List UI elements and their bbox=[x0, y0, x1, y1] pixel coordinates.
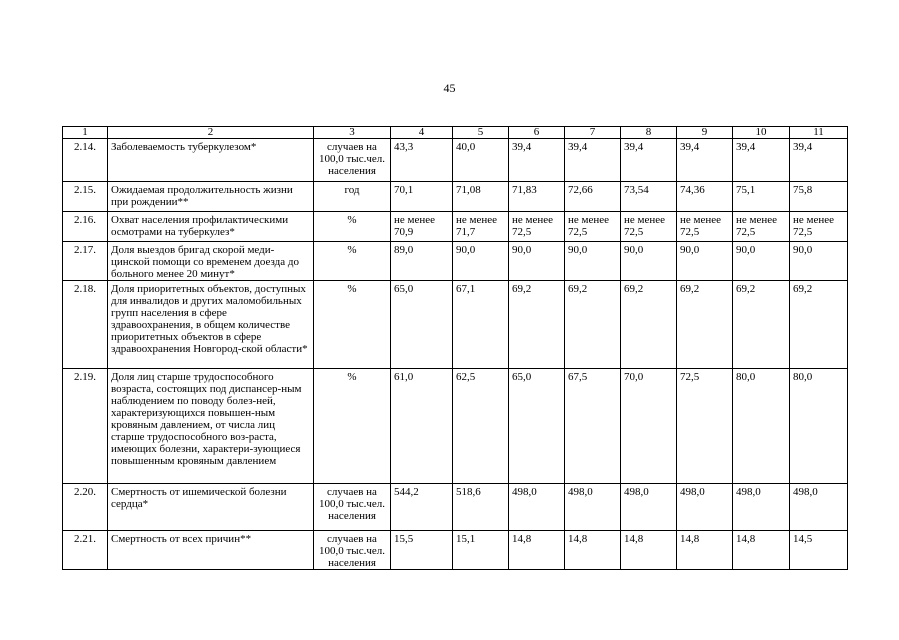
row-number: 2.18. bbox=[63, 281, 108, 369]
header-cell: 3 bbox=[314, 127, 391, 139]
value-cell: 69,2 bbox=[509, 281, 565, 369]
indicator-name: Доля лиц старше трудоспособного возраста, состоящих под диспансер-ным наблюдением по поводу болез-ней, характеризующихся повышен-ным кровяным давлением, от числа лиц старше трудоспособного воз-раста, имеющих болезни, характери-зующиеся повышенным кровяным давлением bbox=[108, 369, 314, 484]
value-cell: 90,0 bbox=[733, 242, 790, 281]
value-cell: 65,0 bbox=[391, 281, 453, 369]
value-cell: 498,0 bbox=[509, 484, 565, 531]
value-cell: 518,6 bbox=[453, 484, 509, 531]
value-cell: 61,0 bbox=[391, 369, 453, 484]
indicators-table bbox=[62, 126, 848, 570]
value-cell: 498,0 bbox=[790, 484, 848, 531]
value-cell: 14,5 bbox=[790, 531, 848, 570]
value-cell: 40,0 bbox=[453, 139, 509, 182]
value-cell: 69,2 bbox=[565, 281, 621, 369]
value-cell: не менее 70,9 bbox=[391, 212, 453, 242]
indicator-name: Доля выездов бригад скорой меди-цинской помощи со временем доезда до больного менее 20 минут* bbox=[108, 242, 314, 281]
value-cell: не менее 71,7 bbox=[453, 212, 509, 242]
value-cell: 90,0 bbox=[453, 242, 509, 281]
unit-cell: % bbox=[314, 242, 391, 281]
table-row bbox=[63, 281, 848, 369]
value-cell: 15,5 bbox=[391, 531, 453, 570]
value-cell: 90,0 bbox=[509, 242, 565, 281]
table-row bbox=[63, 182, 848, 212]
value-cell: не менее 72,5 bbox=[733, 212, 790, 242]
value-cell: не менее 72,5 bbox=[621, 212, 677, 242]
indicator-name: Ожидаемая продолжительность жизни при рождении** bbox=[108, 182, 314, 212]
header-row bbox=[63, 127, 848, 139]
row-number: 2.19. bbox=[63, 369, 108, 484]
header-cell: 6 bbox=[509, 127, 565, 139]
row-number: 2.20. bbox=[63, 484, 108, 531]
value-cell: 498,0 bbox=[621, 484, 677, 531]
header-cell: 8 bbox=[621, 127, 677, 139]
header-cell: 11 bbox=[790, 127, 848, 139]
value-cell: 39,4 bbox=[790, 139, 848, 182]
value-cell: не менее 72,5 bbox=[509, 212, 565, 242]
unit-cell: случаев на 100,0 тыс.чел. населения bbox=[314, 531, 391, 570]
value-cell: 15,1 bbox=[453, 531, 509, 570]
unit-cell: % bbox=[314, 212, 391, 242]
value-cell: 71,08 bbox=[453, 182, 509, 212]
value-cell: 90,0 bbox=[790, 242, 848, 281]
unit-cell: % bbox=[314, 369, 391, 484]
value-cell: 14,8 bbox=[621, 531, 677, 570]
value-cell: 67,1 bbox=[453, 281, 509, 369]
table-row bbox=[63, 484, 848, 531]
row-number: 2.15. bbox=[63, 182, 108, 212]
table-row bbox=[63, 369, 848, 484]
header-cell: 5 bbox=[453, 127, 509, 139]
unit-cell: % bbox=[314, 281, 391, 369]
row-number: 2.21. bbox=[63, 531, 108, 570]
value-cell: не менее 72,5 bbox=[790, 212, 848, 242]
value-cell: 90,0 bbox=[621, 242, 677, 281]
indicator-name: Заболеваемость туберкулезом* bbox=[108, 139, 314, 182]
indicator-name: Смертность от всех причин** bbox=[108, 531, 314, 570]
value-cell: 14,8 bbox=[733, 531, 790, 570]
value-cell: 80,0 bbox=[790, 369, 848, 484]
header-cell: 7 bbox=[565, 127, 621, 139]
value-cell: 75,1 bbox=[733, 182, 790, 212]
value-cell: 69,2 bbox=[733, 281, 790, 369]
value-cell: 544,2 bbox=[391, 484, 453, 531]
unit-cell: случаев на 100,0 тыс.чел. населения bbox=[314, 484, 391, 531]
value-cell: 39,4 bbox=[733, 139, 790, 182]
indicator-name: Доля приоритетных объектов, доступных для инвалидов и других маломобильных групп населения в сфере здравоохранения, в общем количестве приоритетных объектов в сфере здравоохранения Новгород-ской области* bbox=[108, 281, 314, 369]
indicator-name: Охват населения профилактическими осмотрами на туберкулез* bbox=[108, 212, 314, 242]
value-cell: 39,4 bbox=[677, 139, 733, 182]
table-row bbox=[63, 139, 848, 182]
value-cell: 498,0 bbox=[565, 484, 621, 531]
value-cell: 67,5 bbox=[565, 369, 621, 484]
value-cell: 14,8 bbox=[565, 531, 621, 570]
page-number: 45 bbox=[443, 81, 456, 95]
row-number: 2.16. bbox=[63, 212, 108, 242]
value-cell: не менее 72,5 bbox=[677, 212, 733, 242]
value-cell: 70,0 bbox=[621, 369, 677, 484]
value-cell: 65,0 bbox=[509, 369, 565, 484]
header-cell: 9 bbox=[677, 127, 733, 139]
value-cell: 39,4 bbox=[565, 139, 621, 182]
value-cell: 90,0 bbox=[677, 242, 733, 281]
value-cell: 73,54 bbox=[621, 182, 677, 212]
value-cell: 90,0 bbox=[565, 242, 621, 281]
value-cell: 39,4 bbox=[509, 139, 565, 182]
value-cell: 498,0 bbox=[733, 484, 790, 531]
unit-cell: случаев на 100,0 тыс.чел. населения bbox=[314, 139, 391, 182]
value-cell: 72,5 bbox=[677, 369, 733, 484]
value-cell: 80,0 bbox=[733, 369, 790, 484]
value-cell: 39,4 bbox=[621, 139, 677, 182]
value-cell: 498,0 bbox=[677, 484, 733, 531]
value-cell: 69,2 bbox=[790, 281, 848, 369]
table-row bbox=[63, 242, 848, 281]
value-cell: 89,0 bbox=[391, 242, 453, 281]
indicator-name: Смертность от ишемической болезни сердца* bbox=[108, 484, 314, 531]
header-cell: 4 bbox=[391, 127, 453, 139]
row-number: 2.17. bbox=[63, 242, 108, 281]
value-cell: 74,36 bbox=[677, 182, 733, 212]
value-cell: 14,8 bbox=[677, 531, 733, 570]
value-cell: 72,66 bbox=[565, 182, 621, 212]
value-cell: 14,8 bbox=[509, 531, 565, 570]
value-cell: не менее 72,5 bbox=[565, 212, 621, 242]
header-cell: 10 bbox=[733, 127, 790, 139]
value-cell: 69,2 bbox=[621, 281, 677, 369]
value-cell: 43,3 bbox=[391, 139, 453, 182]
header-cell: 2 bbox=[108, 127, 314, 139]
table-row bbox=[63, 531, 848, 570]
header-cell: 1 bbox=[63, 127, 108, 139]
value-cell: 62,5 bbox=[453, 369, 509, 484]
value-cell: 71,83 bbox=[509, 182, 565, 212]
value-cell: 69,2 bbox=[677, 281, 733, 369]
unit-cell: год bbox=[314, 182, 391, 212]
table-row bbox=[63, 212, 848, 242]
value-cell: 75,8 bbox=[790, 182, 848, 212]
row-number: 2.14. bbox=[63, 139, 108, 182]
value-cell: 70,1 bbox=[391, 182, 453, 212]
